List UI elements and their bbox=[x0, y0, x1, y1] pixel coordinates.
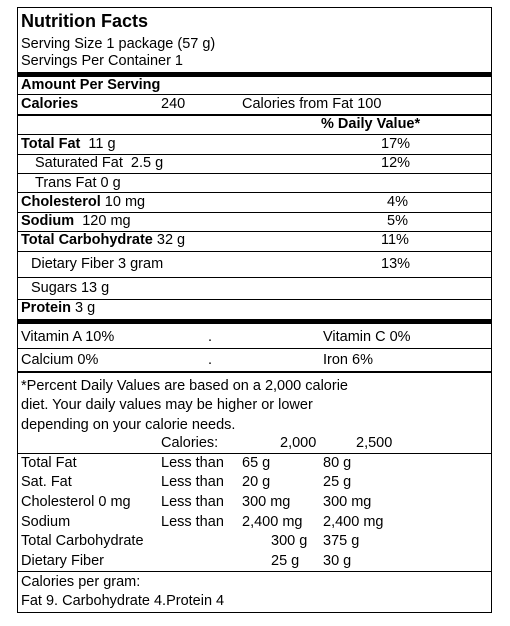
serving-size: Serving Size 1 package (57 g) bbox=[21, 36, 216, 52]
dv-row-name: Dietary Fiber bbox=[21, 553, 104, 569]
divider bbox=[18, 94, 491, 95]
vitamin-a: Vitamin A 10% bbox=[21, 329, 115, 345]
saturated-fat-dv: 12% bbox=[381, 155, 411, 171]
dv-row-value-2500: 2,400 mg bbox=[323, 514, 384, 530]
dietary-fiber-dv: 13% bbox=[381, 256, 411, 272]
sodium-amount: 120 mg bbox=[82, 213, 131, 229]
divider-medium bbox=[18, 371, 491, 373]
total-fat-row bbox=[21, 136, 116, 153]
dv-row-name: Total Fat bbox=[21, 455, 77, 471]
saturated-fat-label: Saturated Fat bbox=[35, 155, 123, 171]
dv-calories-label: Calories: bbox=[161, 435, 219, 451]
dv-row-value-2000: 2,400 mg bbox=[242, 514, 303, 530]
divider bbox=[18, 251, 491, 252]
trans-fat-label: Trans Fat 0 g bbox=[35, 175, 121, 191]
dv-row-value-2000: 20 g bbox=[242, 474, 271, 490]
dv-row-qualifier: Less than bbox=[161, 474, 224, 490]
dv-row-name: Sodium bbox=[21, 514, 71, 530]
cholesterol-amount: 10 mg bbox=[104, 194, 146, 210]
calories-from-fat: Calories from Fat 100 bbox=[242, 96, 382, 112]
footnote-line-3: depending on your calorie needs. bbox=[21, 417, 236, 433]
divider-thick bbox=[18, 319, 491, 324]
sugars-label: Sugars 13 g bbox=[31, 280, 110, 296]
dv-row-value-2000: 65 g bbox=[242, 455, 271, 471]
calories-value: 240 bbox=[161, 96, 186, 112]
cholesterol-label: Cholesterol bbox=[21, 194, 101, 210]
dv-row-name: Sat. Fat bbox=[21, 474, 72, 490]
divider bbox=[18, 571, 491, 572]
vitamin-c: Vitamin C 0% bbox=[323, 329, 411, 345]
servings-per-container: Servings Per Container 1 bbox=[21, 53, 183, 69]
divider bbox=[18, 277, 491, 278]
dv-row-value-2000: 25 g bbox=[271, 553, 300, 569]
saturated-fat-row bbox=[35, 155, 163, 172]
total-fat-amount: 11 g bbox=[88, 136, 116, 152]
calories-per-gram-label: Calories per gram: bbox=[21, 574, 141, 590]
mineral-separator: . bbox=[208, 352, 213, 368]
cholesterol-row bbox=[21, 194, 145, 211]
sodium-label: Sodium bbox=[21, 213, 75, 229]
calcium: Calcium 0% bbox=[21, 352, 99, 368]
footnote-line-2: diet. Your daily values may be higher or lower bbox=[21, 397, 313, 413]
saturated-fat-amount: 2.5 g bbox=[130, 155, 164, 171]
dv-col-2500: 2,500 bbox=[356, 435, 393, 451]
dv-row-qualifier: Less than bbox=[161, 494, 224, 510]
divider bbox=[18, 192, 491, 193]
sodium-row bbox=[21, 213, 131, 230]
protein-row bbox=[21, 300, 95, 317]
dv-row-name: Total Carbohydrate bbox=[21, 533, 144, 549]
total-fat-dv: 17% bbox=[381, 136, 411, 152]
vitamin-separator: . bbox=[208, 329, 213, 345]
dv-row-name: Cholesterol 0 mg bbox=[21, 494, 131, 510]
iron: Iron 6% bbox=[323, 352, 373, 368]
total-carb-dv: 11% bbox=[381, 232, 409, 248]
total-carb-row bbox=[21, 232, 185, 249]
dv-row-value-2000: 300 mg bbox=[242, 494, 291, 510]
daily-value-header: % Daily Value* bbox=[321, 116, 421, 132]
divider bbox=[18, 173, 491, 174]
amount-per-serving: Amount Per Serving bbox=[21, 77, 161, 93]
divider bbox=[18, 134, 491, 135]
total-fat-label: Total Fat bbox=[21, 136, 81, 152]
total-carb-label: Total Carbohydrate bbox=[21, 232, 153, 248]
dv-row-qualifier: Less than bbox=[161, 455, 224, 471]
total-carb-amount: 32 g bbox=[156, 232, 186, 248]
cholesterol-dv: 4% bbox=[387, 194, 408, 210]
dv-row-value-2500: 25 g bbox=[323, 474, 352, 490]
footnote-line-1: *Percent Daily Values are based on a 2,000 calorie bbox=[21, 378, 348, 394]
dv-row-value-2500: 300 mg bbox=[323, 494, 372, 510]
dietary-fiber-label: Dietary Fiber 3 gram bbox=[31, 256, 164, 272]
divider bbox=[18, 453, 491, 454]
dv-row-value-2500: 80 g bbox=[323, 455, 352, 471]
sodium-dv: 5% bbox=[387, 213, 408, 229]
calories-per-gram-values: Fat 9. Carbohydrate 4.Protein 4 bbox=[21, 593, 225, 609]
divider bbox=[18, 348, 491, 349]
protein-label: Protein bbox=[21, 300, 71, 316]
calories-label: Calories bbox=[21, 96, 79, 112]
protein-amount: 3 g bbox=[74, 300, 96, 316]
dv-row-value-2500: 30 g bbox=[323, 553, 352, 569]
nutrition-facts-label bbox=[17, 7, 492, 613]
dv-col-2000: 2,000 bbox=[280, 435, 317, 451]
label-title: Nutrition Facts bbox=[21, 11, 149, 31]
dv-row-qualifier: Less than bbox=[161, 514, 224, 530]
dv-row-value-2000: 300 g bbox=[271, 533, 308, 549]
dv-row-value-2500: 375 g bbox=[323, 533, 360, 549]
